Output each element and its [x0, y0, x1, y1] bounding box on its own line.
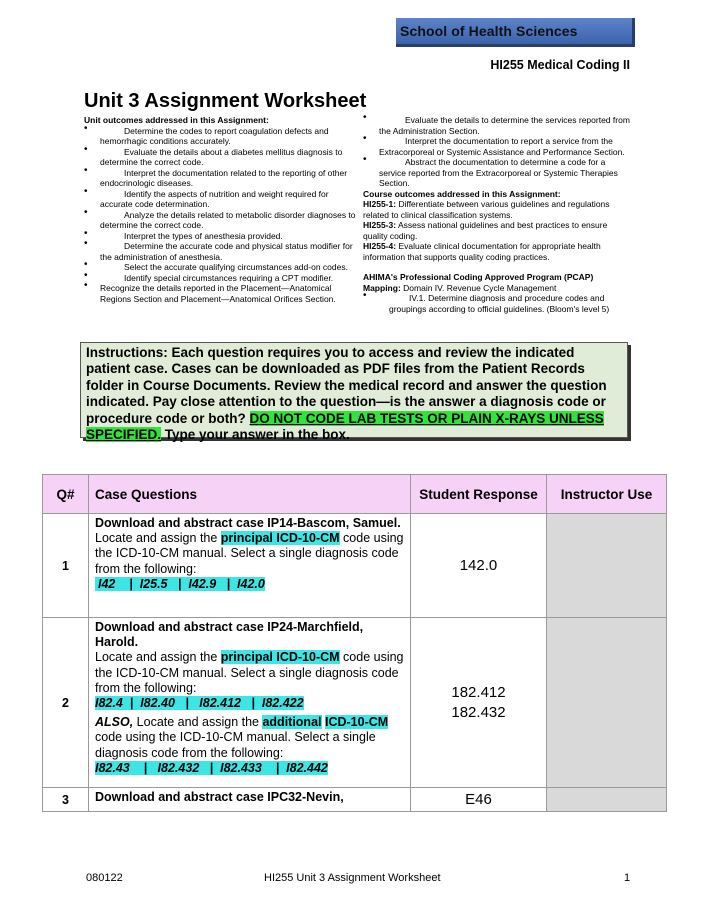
question-text: Download and abstract case IP24-Marchfield, Harold. Locate and assign the principal ICD-10-CM code using the ICD-10-CM manual. Select a single diagnosis code from the following: I82.4 | I82.40 | I82.412 | I82.422 ALSO, Locate and assign the additional ICD-10-CM code using the ICD-10-CM manual. Select a single diagnosis code from the following: I82.43 | I82.432 | I82.433 | I82.442 [89, 618, 411, 788]
answer-options: I82.43 | I82.432 | I82.433 | I82.442 [95, 760, 328, 775]
table-row [43, 788, 667, 812]
table-row [43, 514, 667, 618]
question-text: Download and abstract case IP14-Bascom, Samuel. Locate and assign the principal ICD-10-CM code using the ICD-10-CM manual. Select a single diagnosis code from the following: I42 | I25.5 | I42.9 | I42.0 [89, 514, 411, 618]
outcome-bullet: • Determine the codes to report coagulation defects and hemorrhagic conditions accurately. [84, 126, 356, 147]
instructions-text: Instructions: Each question requires you to access and review the indicated patient case. Cases can be downloaded as PDF files from the Patient Records folder in Course Documents. Review the medical record and answer the question indicated. Pay close attention to the question—is the answer a diagnosis code or procedure code or both? [86, 345, 607, 426]
outcome-bullet: • Evaluate the details to determine the services reported from the Administration Section. [363, 115, 631, 136]
page-title: Unit 3 Assignment Worksheet [84, 90, 367, 112]
outcome-bullet: • Recognize the details reported in the Placement—Anatomical Regions Section and Placement—Anatomical Orifices Section. [84, 283, 356, 304]
outcome-bullet: • Evaluate the details about a diabetes mellitus diagnosis to determine the correct code. [84, 147, 356, 168]
outcome-bullet: • Analyze the details related to metabolic disorder diagnoses to determine the correct code. [84, 210, 356, 231]
banner-text: School of Health Sciences [400, 23, 578, 39]
instructions-box [80, 342, 628, 443]
instructor-use-cell [547, 788, 667, 812]
outcome-bullet: • Abstract the documentation to determine a code for a service reported from the Extracorporeal or Systemic Therapies Section. [363, 157, 631, 189]
answer-options: I82.4 | I82.40 | I82.412 | I82.422 [95, 696, 304, 711]
course-outcomes-column [363, 115, 631, 314]
outcome-bullet: • Determine the accurate code and physical status modifier for the administration of anesthesia. [84, 241, 356, 262]
course-outcomes-heading: Course outcomes addressed in this Assignment: [363, 188, 561, 199]
table-header-row [43, 475, 667, 514]
case-questions-table [42, 474, 667, 812]
outcome-bullet: • Identify the aspects of nutrition and weight required for accurate code determination. [84, 189, 356, 210]
footer-title: HI255 Unit 3 Assignment Worksheet [264, 872, 441, 884]
footer-code: 080122 [86, 872, 123, 884]
header-instructor-use: Instructor Use [547, 475, 667, 514]
answer-options: I42 | I25.5 | I42.9 | I42.0 [95, 577, 265, 591]
page-number: 1 [624, 872, 631, 884]
instructor-use-cell [547, 514, 667, 618]
header-q-number: Q# [43, 475, 89, 514]
course-outcome: HI255-4: Evaluate clinical documentation for appropriate health information that supports quality coding practices. [363, 241, 601, 262]
ahima-heading: AHIMA's Professional Coding Approved Program (PCAP) Mapping: Domain IV. Revenue Cycle Management [363, 272, 594, 293]
instructor-use-cell [547, 618, 667, 788]
course-outcome: HI255-3: Assess national guidelines and best practices to ensure quality coding. [363, 220, 608, 241]
course-name: HI255 Medical Coding II [490, 58, 630, 72]
outcome-bullet: • Interpret the documentation related to the reporting of other endocrinologic diseases. [84, 168, 356, 189]
question-number: 1 [43, 514, 89, 618]
header-student-response: Student Response [411, 475, 547, 514]
school-banner [396, 18, 635, 47]
instructions-warning: DO NOT CODE LAB TESTS OR PLAIN X-RAYS UNLESS SPECIFIED. [86, 410, 604, 443]
question-number: 2 [43, 618, 89, 788]
question-text: Download and abstract case IPC32-Nevin, [89, 788, 411, 812]
unit-outcomes-heading: Unit outcomes addressed in this Assignment: [84, 115, 269, 125]
student-response-field[interactable]: E46 [411, 788, 547, 812]
outcome-bullet: • Interpret the types of anesthesia provided. [84, 231, 356, 242]
table-row [43, 618, 667, 788]
student-response-field[interactable]: 142.0 [411, 514, 547, 618]
instructions-tail: Type your answer in the box. [161, 427, 350, 443]
course-outcome: HI255-1: Differentiate between various guidelines and regulations related to clinical classification systems. [363, 199, 610, 220]
outcome-bullet: • Select the accurate qualifying circumstances add-on codes. [84, 262, 356, 273]
student-response-field[interactable]: 182.412 182.432 [411, 618, 547, 788]
outcome-bullet: • Interpret the documentation to report a service from the Extracorporeal or Systemic Assistance and Performance Section. [363, 136, 631, 157]
unit-outcomes-column [84, 115, 356, 304]
outcome-bullet: • Identify special circumstances requiring a CPT modifier. [84, 273, 356, 284]
header-case-questions: Case Questions [89, 475, 411, 514]
question-number: 3 [43, 788, 89, 812]
ahima-item: • IV.1. Determine diagnosis and procedure codes and groupings according to official guidelines. (Bloom's level 5) [363, 293, 631, 314]
